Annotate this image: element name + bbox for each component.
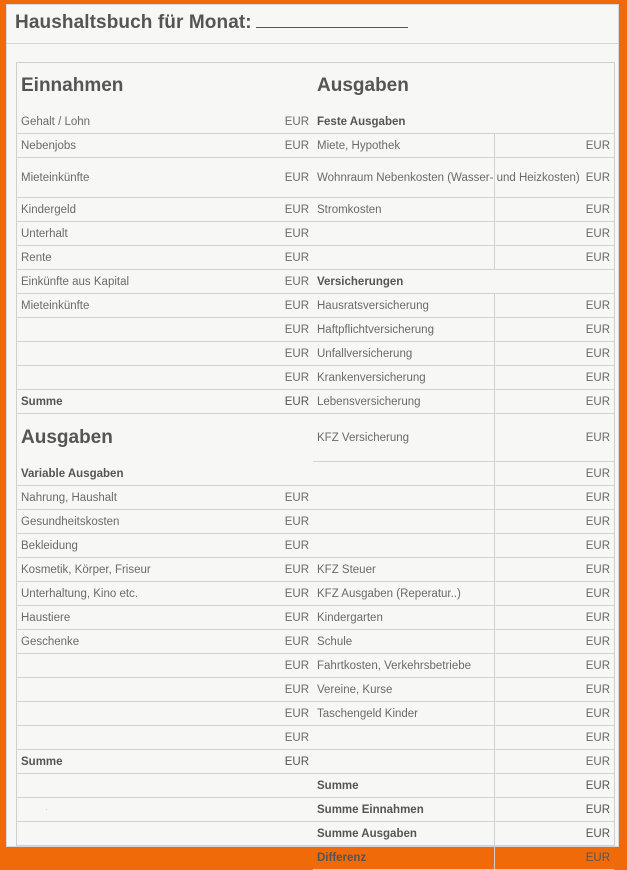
sum-income-row <box>313 798 614 822</box>
currency-label: EUR <box>284 139 309 152</box>
insurance-row <box>313 486 614 510</box>
currency-label: EUR <box>284 395 309 408</box>
page-title <box>15 12 408 34</box>
variable-sum-row <box>17 750 313 774</box>
insurance-row <box>313 678 614 702</box>
row-label: Summe <box>21 755 63 768</box>
insurance-row <box>313 414 614 462</box>
income-row <box>17 318 313 342</box>
empty-row <box>17 822 313 846</box>
section-heading-expenses <box>17 414 313 462</box>
variable-row <box>17 678 313 702</box>
currency-label: EUR <box>284 251 309 264</box>
label-cell <box>313 462 495 485</box>
income-row <box>17 198 313 222</box>
row-label: Lebensversicherung <box>317 395 421 408</box>
variable-row <box>17 558 313 582</box>
income-sum-row <box>17 390 313 414</box>
row-label: Unterhalt <box>21 227 68 240</box>
row-label: Krankenversicherung <box>317 371 426 384</box>
insurance-row <box>313 558 614 582</box>
row-label: Haustiere <box>21 611 71 624</box>
fixed-row <box>313 158 614 198</box>
row-label: Feste Ausgaben <box>317 115 406 128</box>
row-label: Summe <box>21 395 63 408</box>
currency-label: EUR <box>284 371 309 384</box>
variable-row <box>17 606 313 630</box>
variable-row <box>17 534 313 558</box>
month-blank-line <box>256 26 408 28</box>
currency-label: EUR <box>585 203 610 216</box>
currency-label: EUR <box>585 139 610 152</box>
currency-label: EUR <box>284 635 309 648</box>
insurance-row <box>313 750 614 774</box>
empty-row <box>17 774 313 798</box>
row-label: Kosmetik, Körper, Friseur <box>21 563 151 576</box>
currency-label: EUR <box>585 827 610 840</box>
currency-label: EUR <box>585 755 610 768</box>
row-label: Taschengeld Kinder <box>317 707 419 720</box>
empty-row <box>17 798 313 822</box>
label-cell <box>313 510 495 533</box>
fixed-row <box>313 246 614 270</box>
currency-label: EUR <box>284 227 309 240</box>
sum-row <box>313 774 614 798</box>
insurance-row <box>313 390 614 414</box>
currency-label: EUR <box>585 683 610 696</box>
currency-label: EUR <box>585 731 610 744</box>
insurance-row <box>313 534 614 558</box>
left-column <box>16 62 313 846</box>
currency-label: EUR <box>284 203 309 216</box>
income-row <box>17 110 313 134</box>
insurance-row <box>313 606 614 630</box>
currency-label: EUR <box>585 395 610 408</box>
row-label: Hausratsversicherung <box>317 299 429 312</box>
currency-label: EUR <box>585 515 610 528</box>
row-label: Einkünfte aus Kapital <box>21 275 130 288</box>
currency-label: EUR <box>284 115 309 128</box>
insurance-row <box>313 318 614 342</box>
row-label: Stromkosten <box>317 203 382 216</box>
variable-row <box>17 654 313 678</box>
currency-label: EUR <box>585 227 610 240</box>
currency-label: EUR <box>284 731 309 744</box>
fixed-row <box>313 222 614 246</box>
currency-label: EUR <box>284 611 309 624</box>
income-row <box>17 246 313 270</box>
row-label: Nahrung, Haushalt <box>21 491 117 504</box>
scan-speck: · <box>45 805 48 814</box>
insurance-row <box>313 582 614 606</box>
fixed-row <box>313 134 614 158</box>
currency-label: EUR <box>585 299 610 312</box>
row-label: Summe Einnahmen <box>317 803 424 816</box>
variable-row <box>17 630 313 654</box>
income-row <box>17 294 313 318</box>
row-label: KFZ Steuer <box>317 563 376 576</box>
currency-label: EUR <box>585 635 610 648</box>
fixed-row <box>313 198 614 222</box>
row-label: Haftpflichtversicherung <box>317 323 434 336</box>
currency-label: EUR <box>585 467 610 480</box>
currency-label: EUR <box>585 659 610 672</box>
variable-row <box>17 582 313 606</box>
budget-sheet <box>6 4 619 864</box>
currency-label: EUR <box>284 299 309 312</box>
currency-label: EUR <box>284 539 309 552</box>
currency-label: EUR <box>284 347 309 360</box>
currency-label: EUR <box>284 659 309 672</box>
section-heading: Einnahmen <box>21 75 124 96</box>
insurance-row <box>313 462 614 486</box>
income-row <box>17 158 313 198</box>
row-label: Summe Ausgaben <box>317 827 417 840</box>
row-label: Gehalt / Lohn <box>21 115 91 128</box>
variable-row <box>17 702 313 726</box>
label-cell <box>313 246 495 269</box>
row-label: Nebenjobs <box>21 139 76 152</box>
row-label: Gesundheitskosten <box>21 515 120 528</box>
variable-heading-row <box>17 462 313 486</box>
label-cell <box>313 534 495 557</box>
divider <box>7 43 618 44</box>
currency-label: EUR <box>284 755 309 768</box>
row-label: Fahrtkosten, Verkehrsbetriebe <box>317 659 472 672</box>
currency-label: EUR <box>585 803 610 816</box>
currency-label: EUR <box>585 171 610 184</box>
currency-label: EUR <box>284 683 309 696</box>
label-cell <box>313 222 495 245</box>
row-label: Differenz <box>317 851 367 864</box>
currency-label: EUR <box>585 587 610 600</box>
currency-label: EUR <box>585 851 610 864</box>
variable-row <box>17 486 313 510</box>
currency-label: EUR <box>284 563 309 576</box>
row-label: Vereine, Kurse <box>317 683 393 696</box>
insurance-row <box>313 366 614 390</box>
title-text: Haushaltsbuch für Monat: <box>15 12 252 33</box>
currency-label: EUR <box>585 323 610 336</box>
currency-label: EUR <box>585 611 610 624</box>
insurance-row <box>313 342 614 366</box>
insurance-row <box>313 654 614 678</box>
label-cell <box>313 486 495 509</box>
income-row <box>17 342 313 366</box>
right-column <box>313 62 615 864</box>
insurance-row <box>313 702 614 726</box>
currency-label: EUR <box>585 251 610 264</box>
currency-label: EUR <box>585 779 610 792</box>
currency-label: EUR <box>585 491 610 504</box>
income-row <box>17 270 313 294</box>
currency-label: EUR <box>284 171 309 184</box>
sum-expenses-row <box>313 822 614 846</box>
currency-label: EUR <box>284 587 309 600</box>
row-label: Kindergarten <box>317 611 383 624</box>
section-heading-income <box>17 62 313 110</box>
currency-label: EUR <box>284 515 309 528</box>
section-heading-expenses <box>313 62 614 110</box>
insurance-row <box>313 726 614 750</box>
currency-label: EUR <box>585 347 610 360</box>
row-label: Versicherungen <box>317 275 404 288</box>
row-label: Geschenke <box>21 635 80 648</box>
currency-label: EUR <box>284 275 309 288</box>
insurance-row <box>313 510 614 534</box>
variable-row <box>17 726 313 750</box>
label-cell <box>313 750 495 773</box>
insurance-row <box>313 294 614 318</box>
difference-row <box>313 846 614 870</box>
row-label: Mieteinkünfte <box>21 299 90 312</box>
currency-label: EUR <box>585 563 610 576</box>
currency-label: EUR <box>284 491 309 504</box>
currency-label: EUR <box>284 707 309 720</box>
label-cell <box>313 726 495 749</box>
section-heading: Ausgaben <box>317 75 409 96</box>
insurance-heading-row <box>313 270 614 294</box>
currency-label: EUR <box>585 539 610 552</box>
currency-label: EUR <box>585 431 610 444</box>
income-row <box>17 134 313 158</box>
row-label: Wohnraum Nebenkosten (Wasser- und Heizkosten) <box>317 171 580 184</box>
row-label: Mieteinkünfte <box>21 171 90 184</box>
row-label: Unfallversicherung <box>317 347 413 360</box>
currency-label: EUR <box>585 371 610 384</box>
row-label: KFZ Versicherung <box>317 431 410 444</box>
row-label: Rente <box>21 251 52 264</box>
variable-row <box>17 510 313 534</box>
row-label: Miete, Hypothek <box>317 139 401 152</box>
income-row <box>17 366 313 390</box>
row-label: Bekleidung <box>21 539 78 552</box>
insurance-row <box>313 630 614 654</box>
income-row <box>17 222 313 246</box>
currency-label: EUR <box>284 323 309 336</box>
row-label: Unterhaltung, Kino etc. <box>21 587 138 600</box>
row-label: KFZ Ausgaben (Reperatur..) <box>317 587 461 600</box>
row-label: Summe <box>317 779 359 792</box>
row-label: Kindergeld <box>21 203 76 216</box>
row-label: Variable Ausgaben <box>21 467 124 480</box>
fixed-heading-row <box>313 110 614 134</box>
currency-label: EUR <box>585 707 610 720</box>
row-label: Schule <box>317 635 353 648</box>
section-heading: Ausgaben <box>21 427 113 448</box>
